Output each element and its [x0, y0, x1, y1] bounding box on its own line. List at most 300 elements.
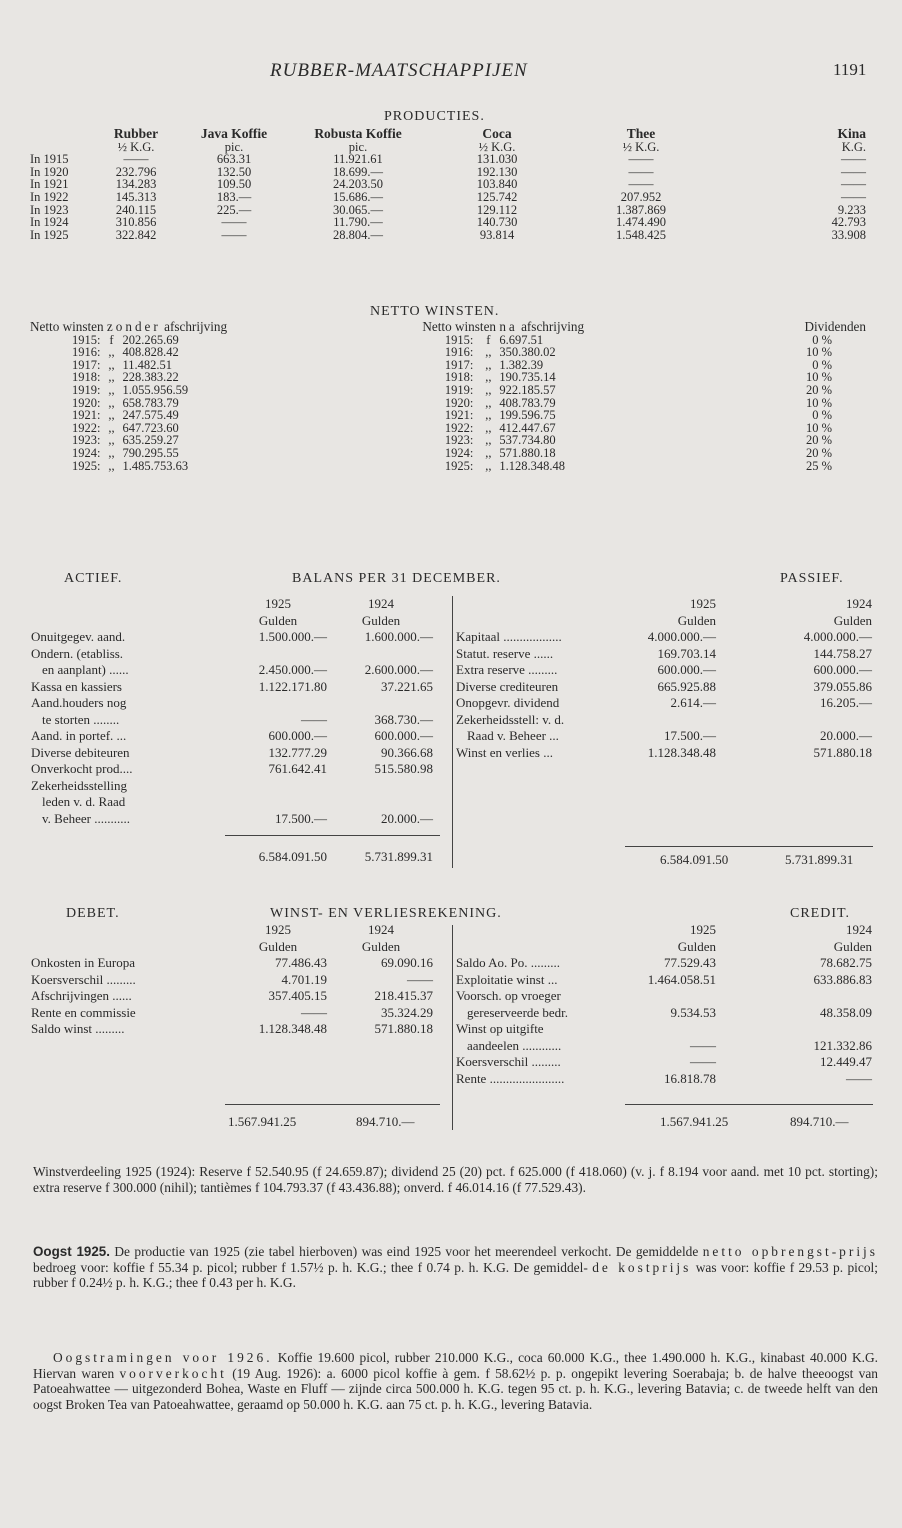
amount-b: 4.000.000.—	[803, 629, 872, 644]
year-cell: 1916:	[72, 345, 101, 360]
value-cell: 103.840	[476, 177, 518, 192]
amount-b: 20.000.—	[381, 810, 433, 826]
dividend-cell: 0 %	[812, 357, 832, 372]
netto-head-na-c: afschrijving	[521, 319, 585, 334]
col-unit: ½ K.G.	[622, 139, 660, 154]
year-cell: In 1921	[30, 177, 69, 192]
amount-b: 571.880.18	[813, 744, 872, 760]
prefix-cell: ,,	[485, 458, 492, 473]
actief-row	[30, 778, 434, 795]
prefix-cell: ,,	[485, 345, 492, 360]
label-cell: Exploitatie winst ...	[456, 971, 558, 987]
value-cell: ——	[841, 152, 866, 167]
value-cell: ——	[841, 177, 866, 192]
year-cell: 1924:	[444, 445, 474, 460]
label-cell: Zekerheidsstelling	[31, 777, 128, 793]
amount-b: 633.886.83	[813, 971, 872, 987]
year-cell: In 1925	[30, 227, 69, 242]
amount-a: 4.701.19	[281, 971, 327, 987]
na-value: 537.734.80	[499, 433, 556, 448]
zonder-value: 11.482.51	[122, 357, 173, 372]
prefix-cell: ,,	[108, 420, 115, 435]
label-cell: Aand. in portef. ...	[31, 728, 127, 743]
value-cell: 9.233	[837, 202, 866, 217]
amount-a: 1.122.171.80	[258, 678, 327, 694]
amount-b: 600.000.—	[813, 662, 872, 677]
value-cell: 140.730	[476, 215, 518, 230]
prefix-cell: ,,	[485, 433, 492, 448]
prefix-cell: ,,	[485, 370, 492, 385]
prefix-cell: ,,	[485, 408, 492, 423]
unit-b: Gulden	[361, 938, 401, 954]
raming-paragraph	[33, 1350, 878, 1412]
prefix-cell: ,,	[108, 395, 115, 410]
value-cell: 28.804.—	[333, 227, 383, 242]
year-cell: 1918:	[72, 370, 101, 385]
amount-b: 144.758.27	[813, 645, 872, 661]
dividend-cell: 20 %	[805, 382, 832, 397]
label-cell: leden v. d. Raad	[42, 794, 126, 809]
debet-year-row	[30, 922, 434, 939]
year-a: 1925	[265, 922, 291, 937]
passief-row	[455, 728, 873, 745]
dividend-cell: 0 %	[812, 332, 832, 347]
debet-total-a: 1.567.941.25	[228, 1114, 297, 1129]
zonder-value: 1.485.753.63	[122, 458, 189, 473]
col-head: Kina	[837, 126, 866, 141]
zonder-value: 202.265.69	[122, 332, 179, 347]
value-cell: 134.283	[115, 177, 157, 192]
amount-a: ——	[301, 711, 327, 727]
amount-a: 4.000.000.—	[647, 629, 716, 644]
col-head: Robusta Koffie	[314, 126, 402, 141]
amount-b: 515.580.98	[374, 761, 433, 776]
year-cell: 1921:	[444, 408, 474, 423]
amount-a: ——	[690, 1054, 716, 1069]
actief-row	[30, 712, 434, 729]
wv-divider	[452, 925, 453, 1130]
netto-head-zonder-a: Netto winsten	[30, 319, 104, 334]
netto-row	[30, 346, 866, 359]
col-head: Java Koffie	[200, 126, 268, 141]
value-cell: ——	[628, 152, 654, 167]
credit-row	[455, 955, 873, 972]
label-cell: Aand.houders nog	[31, 695, 127, 710]
balans-divider	[452, 596, 453, 868]
credit-row	[455, 1005, 873, 1022]
value-cell: ——	[628, 164, 654, 179]
winstverdeeling-paragraph: Winstverdeeling 1925 (1924): Reserve f 52.540.95 (f 24.659.87); dividend 25 (20) pct. f 625.000 (f 418.060) (v. j. f 8.194 voor aand. met 10 pct. storting); extra reserve f 300.000 (nihil); tantièmes f 104.793.37 (f 43.436.88); onverd. f 46.014.16 (f 77.529.43).	[33, 1164, 878, 1195]
zonder-value: 658.783.79	[122, 395, 179, 410]
productie-row	[30, 216, 866, 229]
netto-head-div: Dividenden	[804, 319, 866, 334]
productie-unit-row	[30, 141, 866, 154]
productie-table	[30, 128, 866, 241]
netto-table	[30, 321, 866, 472]
year-cell: In 1923	[30, 202, 69, 217]
dividend-cell: 10 %	[805, 345, 832, 360]
year-cell: 1915:	[72, 332, 101, 347]
balans-passief	[455, 596, 873, 761]
value-cell: 1.387.869	[616, 202, 666, 217]
amount-b	[328, 695, 434, 712]
actief-row	[30, 811, 434, 828]
prefix-cell: ,,	[485, 382, 492, 397]
productie-title: PRODUCTIES.	[384, 109, 485, 124]
netto-row	[30, 447, 866, 460]
value-cell: ——	[123, 152, 149, 167]
dividend-cell: 10 %	[805, 420, 832, 435]
credit-row	[455, 1038, 873, 1055]
actief-row	[30, 679, 434, 696]
amount-b: 218.415.37	[374, 988, 433, 1003]
netto-head-na-a: Netto winsten	[422, 319, 497, 334]
page-number: 1191	[833, 60, 867, 79]
col-unit: ½ K.G.	[117, 139, 155, 154]
unit-a: Gulden	[258, 612, 298, 628]
oogst-label: Oogst 1925.	[33, 1244, 110, 1259]
balans-passief-label: PASSIEF.	[780, 571, 844, 586]
value-cell: 125.742	[476, 189, 518, 204]
value-cell: 663.31	[216, 152, 252, 167]
wv-sum-line-right	[625, 1104, 873, 1105]
amount-a: 1.500.000.—	[258, 629, 327, 644]
year-a: 1925	[265, 596, 291, 611]
credit-row	[455, 972, 873, 989]
label-cell: te storten ........	[42, 711, 120, 727]
passief-row	[455, 646, 873, 663]
zonder-value: 228.383.22	[122, 370, 179, 385]
wv-title: WINST- EN VERLIESREKENING.	[270, 906, 502, 921]
label-cell: Afschrijvingen ......	[31, 988, 132, 1003]
wv-credit-label: CREDIT.	[790, 906, 851, 921]
na-value: 1.128.348.48	[499, 458, 565, 473]
dividend-cell: 20 %	[805, 433, 832, 448]
netto-row	[30, 384, 866, 397]
amount-a	[228, 778, 328, 795]
credit-unit-row	[455, 939, 873, 956]
amount-b: 12.449.47	[820, 1054, 872, 1069]
actief-row	[30, 728, 434, 745]
amount-b: ——	[846, 1070, 872, 1086]
oogst-paragraph	[33, 1244, 878, 1291]
actief-row	[30, 794, 434, 811]
dividend-cell: 10 %	[805, 395, 832, 410]
prefix-cell: ,,	[108, 445, 115, 460]
na-value: 1.382.39	[499, 357, 544, 372]
netto-row	[30, 460, 866, 473]
oogst-spaced-2: de kostprijs	[592, 1259, 692, 1275]
value-cell: ——	[221, 227, 247, 242]
dividend-cell: 25 %	[805, 458, 832, 473]
value-cell: 11.790.—	[333, 215, 383, 230]
credit-row	[455, 1071, 873, 1088]
na-value: 922.185.57	[499, 382, 556, 397]
value-cell: ——	[221, 215, 247, 230]
year-cell: 1921:	[72, 408, 101, 423]
value-cell: 129.112	[476, 202, 518, 217]
amount-a: 17.500.—	[275, 810, 327, 826]
prefix-cell: ,,	[485, 445, 492, 460]
oogst-spaced-1: netto opbrengst-prijs	[702, 1244, 878, 1259]
credit-row	[455, 988, 873, 1005]
value-cell: 225.—	[216, 202, 252, 217]
value-cell: 30.065.—	[333, 202, 383, 217]
passief-total-a: 6.584.091.50	[660, 852, 729, 867]
col-head: Rubber	[113, 126, 159, 141]
wv-credit	[455, 922, 873, 1087]
wv-debet-label: DEBET.	[66, 906, 120, 921]
amount-a: 9.534.53	[670, 1004, 716, 1020]
na-value: 412.447.67	[499, 420, 556, 435]
actief-row	[30, 695, 434, 712]
amount-b	[328, 646, 434, 663]
debet-row	[30, 1021, 434, 1038]
value-cell: 322.842	[115, 227, 157, 242]
na-value: 350.380.02	[499, 345, 556, 360]
actief-row	[30, 629, 434, 646]
passief-row	[455, 679, 873, 696]
raming-text-1: Koffie 19.600 picol, rubber 210.000 K.G., coca 60.000 K.G., thee 1.490.000 h. K.G., kinabast 40.000 K.G. Hiervan waren	[33, 1350, 878, 1381]
na-value: 6.697.51	[499, 332, 544, 347]
amount-b: 35.324.29	[381, 1004, 433, 1020]
value-cell: 310.856	[115, 215, 157, 230]
amount-b: 48.358.09	[820, 1004, 872, 1020]
amount-b: 90.366.68	[381, 744, 433, 760]
amount-a	[617, 1021, 717, 1038]
value-cell: 131.030	[476, 152, 518, 167]
productie-row	[30, 153, 866, 166]
value-cell: 132.50	[216, 164, 252, 179]
value-cell: ——	[841, 189, 866, 204]
unit-b: Gulden	[833, 612, 872, 628]
value-cell: 240.115	[115, 202, 157, 217]
amount-a: 357.405.15	[268, 988, 327, 1003]
amount-a	[617, 988, 717, 1005]
amount-a: 77.486.43	[275, 955, 327, 970]
amount-b: 600.000.—	[374, 728, 433, 743]
na-value: 190.735.14	[499, 370, 556, 385]
amount-a: 665.925.88	[657, 678, 716, 694]
value-cell: 11.921.61	[333, 152, 383, 167]
label-cell: Onuitgegev. aand.	[31, 629, 126, 644]
netto-row	[30, 409, 866, 422]
amount-a: 77.529.43	[664, 955, 716, 970]
amount-a: 2.450.000.—	[258, 662, 327, 677]
zonder-value: 408.828.42	[122, 345, 179, 360]
debet-table	[30, 922, 434, 1038]
year-cell: 1920:	[444, 395, 474, 410]
passief-row	[455, 629, 873, 646]
label-cell: Ondern. (etabliss.	[31, 645, 124, 661]
label-cell: Rente en commissie	[31, 1004, 136, 1020]
label-cell: Rente .......................	[456, 1070, 565, 1086]
credit-row	[455, 1021, 873, 1038]
raming-spaced-1: Oogstramingen voor 1926.	[53, 1350, 273, 1365]
year-cell: In 1920	[30, 164, 69, 179]
passief-unit-row	[455, 613, 873, 630]
value-cell: ——	[841, 164, 866, 179]
label-cell: Koersverschil .........	[31, 971, 136, 987]
amount-a: 132.777.29	[268, 744, 327, 760]
amount-a: 169.703.14	[657, 645, 716, 661]
prefix-cell: ,,	[108, 370, 115, 385]
label-cell: v. Beheer ...........	[42, 810, 130, 826]
value-cell: 1.474.490	[616, 215, 666, 230]
amount-b	[717, 1021, 873, 1038]
year-a: 1925	[690, 596, 716, 611]
balans-sum-line-right	[625, 846, 873, 847]
actief-row	[30, 646, 434, 663]
amount-b: 379.055.86	[813, 678, 872, 694]
label-cell: aandeelen ............	[467, 1037, 562, 1053]
prefix-cell: ,,	[108, 345, 115, 360]
amount-a: 2.614.—	[670, 695, 716, 710]
balans-title: BALANS PER 31 DECEMBER.	[292, 571, 501, 586]
passief-table	[455, 596, 873, 761]
debet-row	[30, 1005, 434, 1022]
year-cell: 1917:	[444, 357, 474, 372]
label-cell: en aanplant) ......	[42, 662, 129, 677]
unit-a: Gulden	[677, 612, 716, 628]
prefix-cell: ,,	[108, 357, 115, 372]
amount-a: ——	[301, 1004, 327, 1020]
label-cell: Onkosten in Europa	[31, 955, 135, 970]
value-cell: 15.686.—	[333, 189, 383, 204]
amount-b: 20.000.—	[820, 728, 872, 743]
actief-row	[30, 745, 434, 762]
productie-row	[30, 229, 866, 242]
zonder-value: 790.295.55	[122, 445, 179, 460]
value-cell: 183.—	[216, 189, 252, 204]
year-b: 1924	[368, 922, 394, 937]
passief-total-b: 5.731.899.31	[785, 852, 854, 867]
amount-b: 571.880.18	[374, 1021, 433, 1036]
label-cell: Diverse debiteuren	[31, 744, 130, 760]
col-head: Coca	[482, 126, 512, 141]
label-cell: Voorsch. op vroeger	[456, 988, 561, 1003]
debet-unit-row	[30, 939, 434, 956]
col-unit: pic.	[224, 139, 244, 154]
col-unit: pic.	[348, 139, 368, 154]
prefix-cell: ,,	[108, 408, 115, 423]
value-cell: 109.50	[216, 177, 252, 192]
netto-head-na-b: na	[499, 319, 518, 334]
amount-a	[228, 794, 328, 811]
year-cell: 1917:	[72, 357, 101, 372]
dividend-cell: 20 %	[805, 445, 832, 460]
label-cell: Onverkocht prod....	[31, 761, 133, 776]
year-cell: 1916:	[444, 345, 474, 360]
zonder-value: 647.723.60	[122, 420, 179, 435]
passief-row	[455, 695, 873, 712]
label-cell: Raad v. Beheer ...	[467, 728, 559, 743]
value-cell: 145.313	[115, 189, 157, 204]
amount-b: 69.090.16	[381, 955, 433, 970]
oogst-text-2: bedroeg voor: koffie f 55.34 p. picol; rubber f 1.57½ p. h. K.G.; thee f 0.74 p. h. K.G. De gemiddel-	[33, 1259, 588, 1275]
value-cell: 42.793	[831, 215, 866, 230]
productie-section	[30, 128, 875, 241]
amount-a	[617, 712, 717, 729]
label-cell: Kapitaal ..................	[456, 629, 562, 644]
productie-row	[30, 191, 866, 204]
netto-head-zonder-c: afschrijving	[164, 319, 228, 334]
value-cell: 232.796	[115, 164, 157, 179]
actief-total-row	[30, 849, 434, 866]
actief-unit-row	[30, 613, 434, 630]
prefix-cell: ,,	[485, 395, 492, 410]
year-cell: 1918:	[444, 370, 474, 385]
prefix-cell: ,,	[108, 382, 115, 397]
amount-a: 16.818.78	[664, 1070, 716, 1086]
year-cell: In 1924	[30, 215, 69, 230]
year-cell: 1923:	[72, 433, 101, 448]
col-head: Thee	[626, 126, 656, 141]
wv-sum-line-left	[225, 1104, 440, 1105]
year-cell: 1925:	[72, 458, 101, 473]
year-cell: 1923:	[444, 433, 474, 448]
total-a: 6.584.091.50	[258, 849, 327, 864]
year-b: 1924	[368, 596, 394, 611]
amount-b: 37.221.65	[381, 678, 433, 694]
value-cell: 33.908	[831, 227, 866, 242]
amount-b	[717, 712, 873, 729]
amount-a: 1.128.348.48	[258, 1021, 327, 1036]
passief-row	[455, 662, 873, 679]
unit-b: Gulden	[833, 938, 872, 954]
label-cell: Zekerheidsstell: v. d.	[456, 711, 565, 727]
year-a: 1925	[690, 922, 716, 937]
netto-section	[30, 321, 875, 472]
value-cell: 93.814	[479, 227, 515, 242]
col-unit: ½ K.G.	[478, 139, 516, 154]
year-cell: 1925:	[444, 458, 474, 473]
year-cell: In 1915	[30, 152, 69, 167]
year-cell: 1922:	[72, 420, 101, 435]
label-cell: Statut. reserve ......	[456, 645, 554, 661]
value-cell: 207.952	[620, 189, 662, 204]
amount-a	[228, 695, 328, 712]
credit-row	[455, 1054, 873, 1071]
balans-actief	[30, 596, 434, 866]
unit-a: Gulden	[258, 938, 298, 954]
label-cell: Onopgevr. dividend	[456, 695, 560, 710]
amount-a: 17.500.—	[664, 728, 716, 743]
value-cell: ——	[628, 177, 654, 192]
label-cell: Koersverschil .........	[456, 1054, 561, 1069]
zonder-value: 1.055.956.59	[122, 382, 189, 397]
balans-actief-label: ACTIEF.	[64, 571, 123, 586]
amount-b	[328, 794, 434, 811]
prefix-cell: ,,	[485, 420, 492, 435]
amount-b: ——	[407, 971, 433, 987]
year-cell: 1915:	[444, 332, 474, 347]
raming-spaced-2: voorverkocht	[119, 1365, 227, 1381]
year-cell: 1924:	[72, 445, 101, 460]
prefix-cell: f	[109, 332, 114, 347]
dividend-cell: 0 %	[812, 408, 832, 423]
credit-year-row	[455, 922, 873, 939]
label-cell: Winst en verlies ...	[456, 744, 553, 760]
credit-total-a: 1.567.941.25	[660, 1114, 729, 1129]
amount-b: 1.600.000.—	[364, 629, 433, 644]
total-b: 5.731.899.31	[364, 849, 433, 864]
year-cell: In 1922	[30, 189, 69, 204]
netto-head-row	[30, 321, 866, 334]
label-cell: Winst op uitgifte	[456, 1021, 544, 1036]
amount-b: 2.600.000.—	[364, 662, 433, 677]
amount-b	[717, 988, 873, 1005]
